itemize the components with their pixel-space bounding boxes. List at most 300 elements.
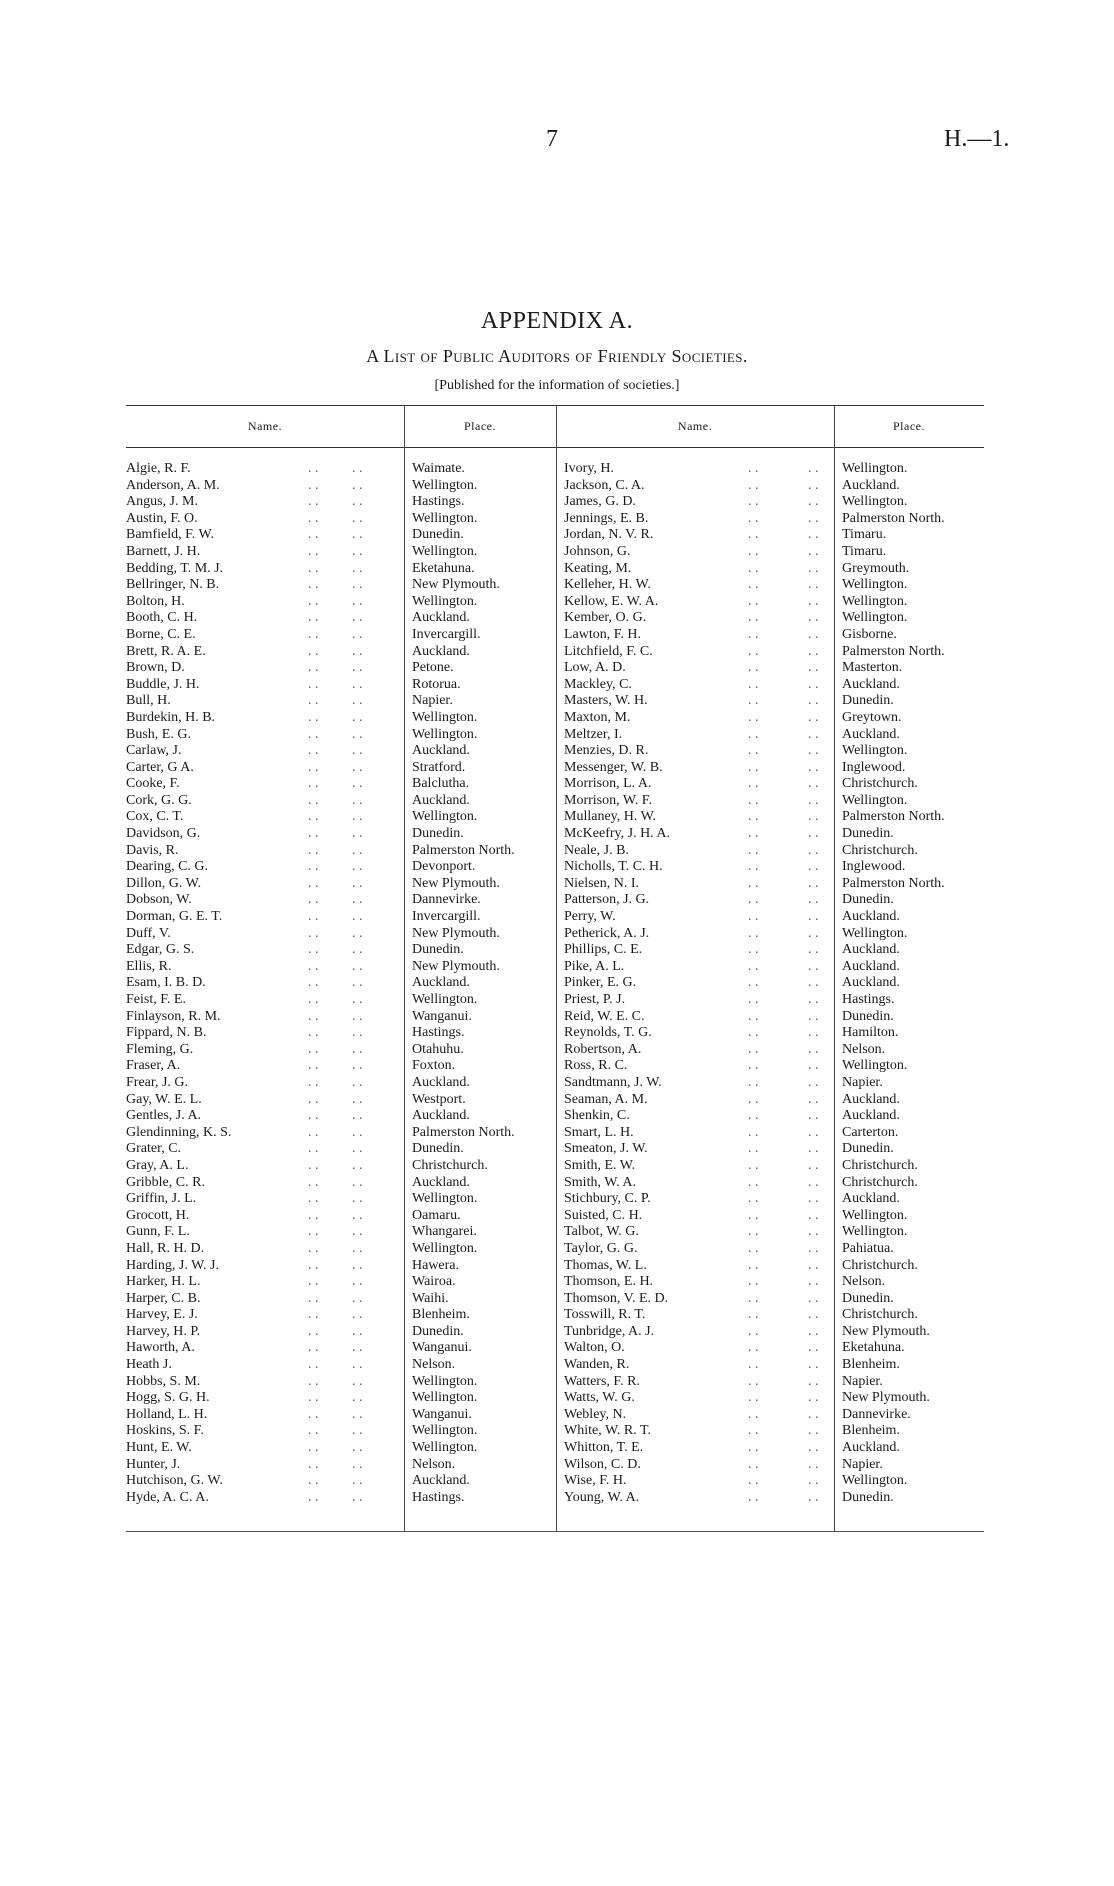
dot-leader: . . bbox=[808, 1290, 819, 1306]
auditor-name: Brett, R. A. E. bbox=[126, 643, 206, 659]
dot-leader: . . bbox=[808, 1373, 819, 1389]
auditor-name: Suisted, C. H. bbox=[564, 1207, 643, 1223]
auditor-name: Meltzer, I. bbox=[564, 726, 623, 742]
dot-leader: . . bbox=[748, 892, 759, 908]
table-row bbox=[126, 1108, 984, 1125]
auditor-place: Inglewood. bbox=[842, 859, 906, 875]
dot-leader: . . bbox=[748, 1390, 759, 1406]
dot-leader: . . bbox=[808, 743, 819, 759]
dot-leader: . . bbox=[352, 1041, 363, 1057]
dot-leader: . . bbox=[352, 759, 363, 775]
auditor-place: Wairoa. bbox=[412, 1274, 456, 1290]
dot-leader: . . bbox=[308, 1025, 319, 1041]
dot-leader: . . bbox=[308, 510, 319, 526]
dot-leader: . . bbox=[352, 461, 363, 476]
auditor-name: Jennings, E. B. bbox=[564, 510, 649, 526]
dot-leader: . . bbox=[352, 1274, 363, 1290]
table-row bbox=[126, 975, 984, 992]
dot-leader: . . bbox=[748, 1041, 759, 1057]
dot-leader: . . bbox=[308, 1207, 319, 1223]
page-reference: H.—1. bbox=[944, 126, 1010, 152]
dot-leader: . . bbox=[308, 461, 319, 476]
dot-leader: . . bbox=[748, 610, 759, 626]
dot-leader: . . bbox=[352, 1307, 363, 1323]
dot-leader: . . bbox=[748, 1323, 759, 1339]
dot-leader: . . bbox=[352, 676, 363, 692]
table-row bbox=[126, 1224, 984, 1241]
dot-leader: . . bbox=[308, 1274, 319, 1290]
auditor-place: Wellington. bbox=[412, 726, 478, 742]
auditor-name: Ross, R. C. bbox=[564, 1058, 628, 1074]
auditor-name: Hogg, S. G. H. bbox=[126, 1390, 210, 1406]
auditor-place: Hastings. bbox=[412, 1025, 465, 1041]
auditor-place: Otahuhu. bbox=[412, 1041, 464, 1057]
dot-leader: . . bbox=[748, 1473, 759, 1489]
auditor-name: Cooke, F. bbox=[126, 776, 180, 792]
auditor-place: Christchurch. bbox=[842, 776, 918, 792]
auditor-name: Gentles, J. A. bbox=[126, 1108, 202, 1124]
table-row bbox=[126, 511, 984, 528]
table-row bbox=[126, 942, 984, 959]
auditor-name: Bedding, T. M. J. bbox=[126, 560, 224, 576]
dot-leader: . . bbox=[748, 909, 759, 925]
dot-leader: . . bbox=[748, 1423, 759, 1439]
dot-leader: . . bbox=[352, 1207, 363, 1223]
auditor-name: Carlaw, J. bbox=[126, 743, 182, 759]
auditor-name: Cork, G. G. bbox=[126, 792, 192, 808]
auditor-name: Glendinning, K. S. bbox=[126, 1124, 232, 1140]
auditor-place: Christchurch. bbox=[842, 1157, 918, 1173]
dot-leader: . . bbox=[308, 1357, 319, 1373]
auditor-place: Auckland. bbox=[842, 975, 900, 991]
dot-leader: . . bbox=[352, 1489, 363, 1505]
auditor-place: Dunedin. bbox=[412, 527, 464, 543]
dot-leader: . . bbox=[748, 560, 759, 576]
dot-leader: . . bbox=[748, 1406, 759, 1422]
auditor-place: Eketahuna. bbox=[842, 1340, 905, 1356]
dot-leader: . . bbox=[308, 709, 319, 725]
auditor-place: Palmerston North. bbox=[842, 875, 945, 891]
auditor-name: Harvey, E. J. bbox=[126, 1307, 198, 1323]
dot-leader: . . bbox=[352, 610, 363, 626]
dot-leader: . . bbox=[808, 643, 819, 659]
auditor-place: Wellington. bbox=[842, 792, 908, 808]
auditor-place: Dunedin. bbox=[842, 1489, 894, 1505]
dot-leader: . . bbox=[308, 543, 319, 559]
dot-leader: . . bbox=[808, 1440, 819, 1456]
auditor-name: Low, A. D. bbox=[564, 660, 626, 676]
dot-leader: . . bbox=[748, 958, 759, 974]
table-row bbox=[126, 1058, 984, 1075]
auditor-place: Napier. bbox=[842, 1074, 883, 1090]
dot-leader: . . bbox=[352, 643, 363, 659]
auditor-name: Grater, C. bbox=[126, 1141, 182, 1157]
dot-leader: . . bbox=[748, 743, 759, 759]
dot-leader: . . bbox=[808, 1191, 819, 1207]
dot-leader: . . bbox=[308, 1257, 319, 1273]
dot-leader: . . bbox=[748, 1274, 759, 1290]
table-bottom-rule bbox=[126, 1531, 984, 1532]
dot-leader: . . bbox=[308, 776, 319, 792]
auditor-name: Hunt, E. W. bbox=[126, 1440, 192, 1456]
dot-leader: . . bbox=[808, 610, 819, 626]
page-number: 7 bbox=[546, 126, 558, 152]
auditor-place: Hamilton. bbox=[842, 1025, 899, 1041]
auditor-place: Auckland. bbox=[842, 1108, 900, 1124]
table-row bbox=[126, 594, 984, 611]
dot-leader: . . bbox=[352, 826, 363, 842]
auditor-place: Wellington. bbox=[412, 593, 478, 609]
auditor-name: Fippard, N. B. bbox=[126, 1025, 207, 1041]
dot-leader: . . bbox=[352, 1323, 363, 1339]
auditor-place: Wellington. bbox=[842, 610, 908, 626]
table-row bbox=[126, 1158, 984, 1175]
dot-leader: . . bbox=[748, 1307, 759, 1323]
dot-leader: . . bbox=[308, 494, 319, 510]
auditor-place: Wanganui. bbox=[412, 1340, 472, 1356]
auditor-name: McKeefry, J. H. A. bbox=[564, 826, 671, 842]
auditor-name: Anderson, A. M. bbox=[126, 477, 220, 493]
dot-leader: . . bbox=[308, 792, 319, 808]
auditor-place: Dunedin. bbox=[842, 892, 894, 908]
auditor-name: Johnson, G. bbox=[564, 543, 631, 559]
dot-leader: . . bbox=[808, 1074, 819, 1090]
table-row bbox=[126, 1092, 984, 1109]
auditor-name: Gribble, C. R. bbox=[126, 1174, 205, 1190]
dot-leader: . . bbox=[748, 925, 759, 941]
auditor-place: Auckland. bbox=[412, 1074, 470, 1090]
auditor-place: Stratford. bbox=[412, 759, 466, 775]
auditor-name: Priest, P. J. bbox=[564, 992, 626, 1007]
dot-leader: . . bbox=[308, 1224, 319, 1240]
table-row bbox=[126, 776, 984, 793]
auditor-place: Timaru. bbox=[842, 543, 887, 559]
dot-leader: . . bbox=[352, 1456, 363, 1472]
auditor-name: Haworth, A. bbox=[126, 1340, 195, 1356]
auditor-place: Wellington. bbox=[842, 743, 908, 759]
auditor-name: Harper, C. B. bbox=[126, 1290, 201, 1306]
auditor-name: Morrison, L. A. bbox=[564, 776, 652, 792]
table-row bbox=[126, 859, 984, 876]
dot-leader: . . bbox=[808, 577, 819, 593]
auditor-name: Gunn, F. L. bbox=[126, 1224, 190, 1240]
auditor-name: Neale, J. B. bbox=[564, 842, 629, 858]
auditor-name: Hoskins, S. F. bbox=[126, 1423, 204, 1439]
auditor-name: Walton, O. bbox=[564, 1340, 625, 1356]
dot-leader: . . bbox=[308, 1191, 319, 1207]
dot-leader: . . bbox=[352, 909, 363, 925]
auditor-place: Timaru. bbox=[842, 527, 887, 543]
auditor-name: Heath J. bbox=[126, 1357, 172, 1373]
auditor-name: Gray, A. L. bbox=[126, 1157, 189, 1173]
dot-leader: . . bbox=[352, 1141, 363, 1157]
auditor-place: Wellington. bbox=[412, 1240, 478, 1256]
auditor-name: Hunter, J. bbox=[126, 1456, 181, 1472]
auditor-place: Auckland. bbox=[412, 743, 470, 759]
dot-leader: . . bbox=[748, 1340, 759, 1356]
auditor-place: Wellington. bbox=[412, 510, 478, 526]
dot-leader: . . bbox=[308, 743, 319, 759]
auditor-name: Smeaton, J. W. bbox=[564, 1141, 648, 1157]
auditor-name: Dorman, G. E. T. bbox=[126, 909, 223, 925]
auditor-place: Wellington. bbox=[842, 1207, 908, 1223]
auditor-name: Angus, J. M. bbox=[126, 494, 198, 510]
dot-leader: . . bbox=[352, 494, 363, 510]
dot-leader: . . bbox=[808, 693, 819, 709]
dot-leader: . . bbox=[308, 1041, 319, 1057]
auditor-name: Menzies, D. R. bbox=[564, 743, 649, 759]
dot-leader: . . bbox=[808, 892, 819, 908]
dot-leader: . . bbox=[748, 942, 759, 958]
dot-leader: . . bbox=[352, 1257, 363, 1273]
dot-leader: . . bbox=[808, 1489, 819, 1505]
auditor-place: Hastings. bbox=[842, 992, 895, 1007]
auditor-place: Dunedin. bbox=[412, 1323, 464, 1339]
auditor-place: Dunedin. bbox=[412, 1141, 464, 1157]
dot-leader: . . bbox=[352, 1373, 363, 1389]
dot-leader: . . bbox=[352, 1074, 363, 1090]
auditor-name: Shenkin, C. bbox=[564, 1108, 630, 1124]
auditor-place: Wellington. bbox=[412, 1390, 478, 1406]
auditor-name: Wise, F. H. bbox=[564, 1473, 627, 1489]
table-row bbox=[126, 809, 984, 826]
table-row bbox=[126, 1208, 984, 1225]
dot-leader: . . bbox=[748, 1008, 759, 1024]
dot-leader: . . bbox=[308, 1290, 319, 1306]
dot-leader: . . bbox=[808, 859, 819, 875]
dot-leader: . . bbox=[308, 593, 319, 609]
publication-note: [Published for the information of societies.] bbox=[434, 378, 680, 393]
table-row bbox=[126, 1025, 984, 1042]
auditor-place: New Plymouth. bbox=[412, 925, 500, 941]
dot-leader: . . bbox=[308, 992, 319, 1007]
dot-leader: . . bbox=[352, 1025, 363, 1041]
auditor-name: Keating, M. bbox=[564, 560, 632, 576]
auditor-place: Dunedin. bbox=[842, 1290, 894, 1306]
dot-leader: . . bbox=[308, 1124, 319, 1140]
table-row bbox=[126, 1258, 984, 1275]
dot-leader: . . bbox=[352, 510, 363, 526]
table-row bbox=[126, 1423, 984, 1440]
auditor-place: Blenheim. bbox=[842, 1423, 900, 1439]
table-row bbox=[126, 544, 984, 561]
table-row bbox=[126, 693, 984, 710]
dot-leader: . . bbox=[352, 1290, 363, 1306]
dot-leader: . . bbox=[308, 1440, 319, 1456]
auditor-place: Nelson. bbox=[412, 1357, 456, 1373]
dot-leader: . . bbox=[748, 1489, 759, 1505]
auditor-name: Jordan, N. V. R. bbox=[564, 527, 654, 543]
auditor-place: Dunedin. bbox=[842, 693, 894, 709]
dot-leader: . . bbox=[308, 577, 319, 593]
table-row bbox=[126, 1175, 984, 1192]
auditor-place: Christchurch. bbox=[412, 1157, 488, 1173]
auditor-name: Ivory, H. bbox=[564, 461, 615, 476]
auditor-place: Wellington. bbox=[842, 925, 908, 941]
dot-leader: . . bbox=[352, 1124, 363, 1140]
dot-leader: . . bbox=[352, 693, 363, 709]
auditor-place: Gisborne. bbox=[842, 626, 897, 642]
auditor-name: Gay, W. E. L. bbox=[126, 1091, 202, 1107]
auditor-place: Wellington. bbox=[412, 543, 478, 559]
auditor-name: Davis, R. bbox=[126, 842, 179, 858]
dot-leader: . . bbox=[308, 1091, 319, 1107]
auditor-name: Algie, R. F. bbox=[126, 461, 191, 476]
dot-leader: . . bbox=[352, 776, 363, 792]
dot-leader: . . bbox=[748, 1290, 759, 1306]
table-row bbox=[126, 843, 984, 860]
auditor-place: Wellington. bbox=[842, 1058, 908, 1074]
auditor-place: Nelson. bbox=[412, 1456, 456, 1472]
auditor-place: Wellington. bbox=[412, 1440, 478, 1456]
dot-leader: . . bbox=[808, 494, 819, 510]
dot-leader: . . bbox=[808, 1473, 819, 1489]
auditor-name: Carter, G A. bbox=[126, 759, 194, 775]
table-row bbox=[126, 959, 984, 976]
auditor-name: Reid, W. E. C. bbox=[564, 1008, 645, 1024]
dot-leader: . . bbox=[748, 1058, 759, 1074]
auditor-name: Pinker, E. G. bbox=[564, 975, 637, 991]
dot-leader: . . bbox=[808, 510, 819, 526]
table-row bbox=[126, 1291, 984, 1308]
auditor-place: Wellington. bbox=[842, 593, 908, 609]
dot-leader: . . bbox=[308, 1240, 319, 1256]
dot-leader: . . bbox=[808, 1141, 819, 1157]
dot-leader: . . bbox=[748, 1141, 759, 1157]
dot-leader: . . bbox=[748, 626, 759, 642]
dot-leader: . . bbox=[308, 1058, 319, 1074]
auditor-name: Harvey, H. P. bbox=[126, 1323, 201, 1339]
table-row bbox=[126, 926, 984, 943]
auditor-name: Fleming, G. bbox=[126, 1041, 194, 1057]
auditor-name: Bamfield, F. W. bbox=[126, 527, 214, 543]
auditor-place: Auckland. bbox=[412, 792, 470, 808]
auditor-name: Frear, J. G. bbox=[126, 1074, 189, 1090]
dot-leader: . . bbox=[308, 1406, 319, 1422]
auditor-name: Kellow, E. W. A. bbox=[564, 593, 659, 609]
auditor-name: Hall, R. H. D. bbox=[126, 1240, 205, 1256]
auditor-place: Waihi. bbox=[412, 1290, 449, 1306]
auditor-name: Barnett, J. H. bbox=[126, 543, 201, 559]
dot-leader: . . bbox=[308, 842, 319, 858]
dot-leader: . . bbox=[748, 660, 759, 676]
auditor-name: Harding, J. W. J. bbox=[126, 1257, 219, 1273]
table-row bbox=[126, 1473, 984, 1490]
dot-leader: . . bbox=[352, 1224, 363, 1240]
table-body bbox=[126, 461, 984, 1506]
dot-leader: . . bbox=[352, 660, 363, 676]
auditor-name: Petherick, A. J. bbox=[564, 925, 650, 941]
table-row bbox=[126, 1374, 984, 1391]
dot-leader: . . bbox=[808, 593, 819, 609]
table-row bbox=[126, 677, 984, 694]
auditor-name: Talbot, W. G. bbox=[564, 1224, 639, 1240]
dot-leader: . . bbox=[352, 992, 363, 1007]
dot-leader: . . bbox=[808, 1406, 819, 1422]
table-row bbox=[126, 660, 984, 677]
dot-leader: . . bbox=[352, 1058, 363, 1074]
table-row bbox=[126, 743, 984, 760]
auditor-place: Auckland. bbox=[412, 1473, 470, 1489]
dot-leader: . . bbox=[808, 1307, 819, 1323]
table-row bbox=[126, 876, 984, 893]
auditor-name: Bull, H. bbox=[126, 693, 171, 709]
auditor-name: Robertson, A. bbox=[564, 1041, 642, 1057]
auditor-place: Dunedin. bbox=[412, 942, 464, 958]
auditor-name: Davidson, G. bbox=[126, 826, 201, 842]
dot-leader: . . bbox=[308, 1423, 319, 1439]
auditor-place: Dannevirke. bbox=[842, 1406, 911, 1422]
dot-leader: . . bbox=[352, 875, 363, 891]
auditor-place: Wellington. bbox=[412, 477, 478, 493]
dot-leader: . . bbox=[808, 1240, 819, 1256]
dot-leader: . . bbox=[308, 1108, 319, 1124]
auditor-place: Devonport. bbox=[412, 859, 476, 875]
auditor-place: Petone. bbox=[412, 660, 454, 676]
dot-leader: . . bbox=[308, 942, 319, 958]
dot-leader: . . bbox=[308, 1323, 319, 1339]
table-row bbox=[126, 760, 984, 777]
table-row bbox=[126, 527, 984, 544]
dot-leader: . . bbox=[748, 1373, 759, 1389]
dot-leader: . . bbox=[808, 776, 819, 792]
dot-leader: . . bbox=[748, 1240, 759, 1256]
auditor-name: Smart, L. H. bbox=[564, 1124, 634, 1140]
appendix-title: APPENDIX A. bbox=[480, 308, 634, 334]
auditor-place: Dannevirke. bbox=[412, 892, 481, 908]
dot-leader: . . bbox=[352, 1357, 363, 1373]
auditor-name: Dobson, W. bbox=[126, 892, 192, 908]
dot-leader: . . bbox=[308, 1141, 319, 1157]
dot-leader: . . bbox=[352, 958, 363, 974]
dot-leader: . . bbox=[808, 842, 819, 858]
auditor-place: Dunedin. bbox=[842, 826, 894, 842]
dot-leader: . . bbox=[748, 643, 759, 659]
auditor-place: Wellington. bbox=[842, 461, 908, 476]
dot-leader: . . bbox=[808, 1224, 819, 1240]
column-header-name: Name. bbox=[677, 419, 713, 433]
auditor-name: Pike, A. L. bbox=[564, 958, 625, 974]
auditor-name: Smith, W. A. bbox=[564, 1174, 636, 1190]
dot-leader: . . bbox=[748, 494, 759, 510]
dot-leader: . . bbox=[808, 1357, 819, 1373]
dot-leader: . . bbox=[352, 1406, 363, 1422]
auditor-name: Dearing, C. G. bbox=[126, 859, 209, 875]
column-header-name: Name. bbox=[247, 419, 283, 433]
dot-leader: . . bbox=[308, 875, 319, 891]
dot-leader: . . bbox=[748, 693, 759, 709]
dot-leader: . . bbox=[352, 975, 363, 991]
auditor-name: Hutchison, G. W. bbox=[126, 1473, 223, 1489]
dot-leader: . . bbox=[808, 925, 819, 941]
auditor-place: Wanganui. bbox=[412, 1406, 472, 1422]
dot-leader: . . bbox=[308, 1307, 319, 1323]
auditor-place: Pahiatua. bbox=[842, 1240, 894, 1256]
table-row bbox=[126, 494, 984, 511]
dot-leader: . . bbox=[748, 992, 759, 1007]
auditor-name: Watts, W. G. bbox=[564, 1390, 635, 1406]
dot-leader: . . bbox=[808, 560, 819, 576]
auditor-place: Auckland. bbox=[842, 477, 900, 493]
table-row bbox=[126, 710, 984, 727]
auditor-place: New Plymouth. bbox=[412, 875, 500, 891]
dot-leader: . . bbox=[308, 676, 319, 692]
auditor-name: Nielsen, N. I. bbox=[564, 875, 640, 891]
auditor-name: Edgar, G. S. bbox=[126, 942, 195, 958]
table-row bbox=[126, 1009, 984, 1026]
auditor-name: Duff, V. bbox=[126, 925, 171, 941]
dot-leader: . . bbox=[808, 909, 819, 925]
